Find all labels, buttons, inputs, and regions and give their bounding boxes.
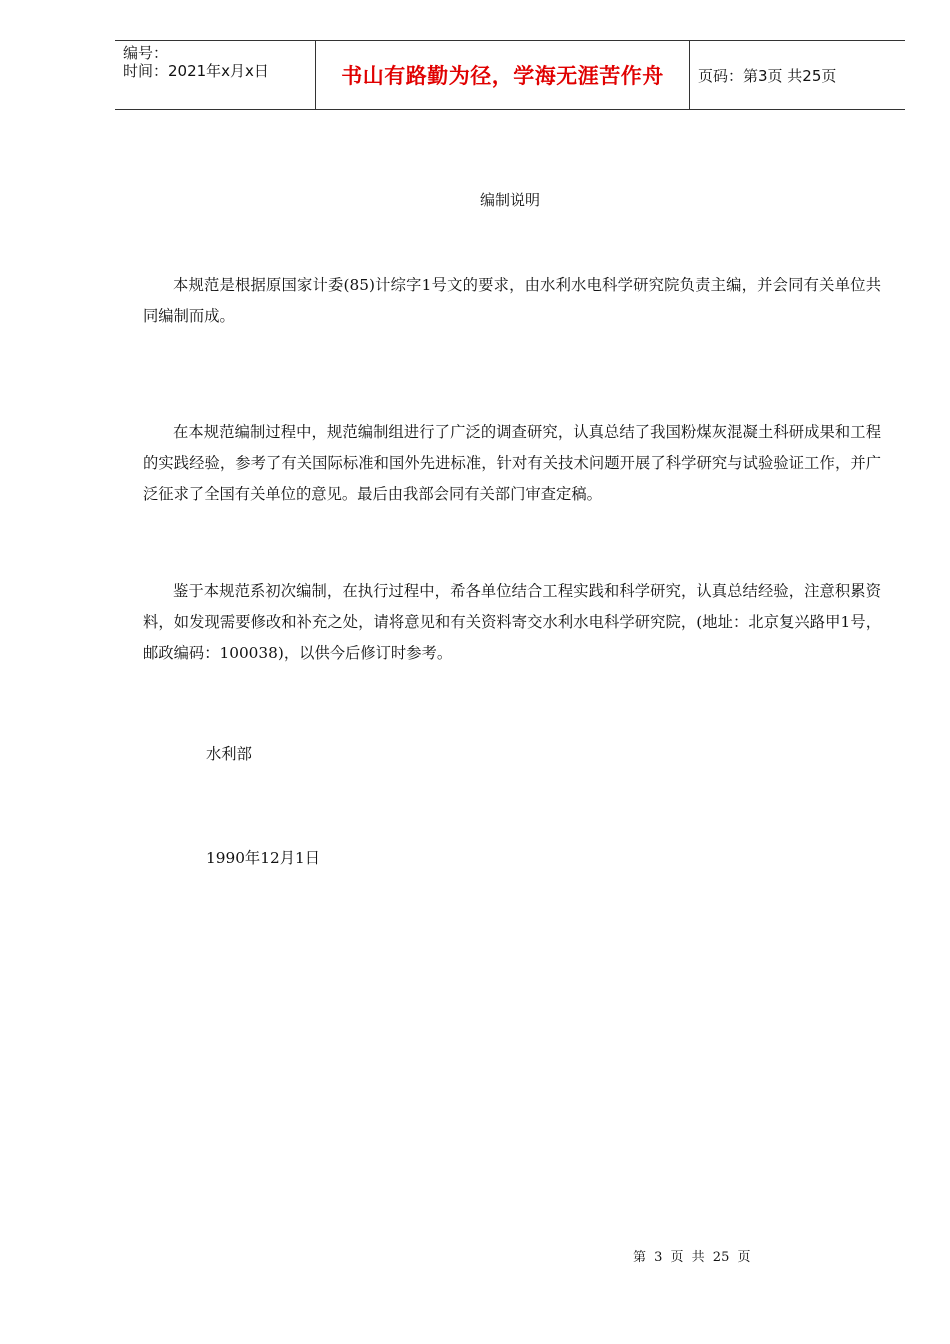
page-footer: 第 3 页 共 25 页 [633, 1250, 751, 1265]
paragraph-1: 本规范是根据原国家计委(85)计综字1号文的要求，由水利水电科学研究院负责主编，并会同有关单位共同编制而成。 [143, 276, 881, 325]
document-number-label: 编号： [123, 44, 169, 62]
header-meta [115, 41, 315, 109]
page-info-text: 页码：第3页 共25页 [698, 66, 837, 85]
document-title: 编制说明 [479, 191, 540, 209]
signature-date: 1990年12月1日 [206, 849, 321, 867]
document-date: 时间：2021年x月x日 [123, 62, 269, 80]
motto-text: 书山有路勤为径，学海无涯苦作舟 [341, 64, 664, 88]
header-motto-cell [315, 41, 690, 109]
signature-organization: 水利部 [206, 745, 252, 763]
paragraph-3: 鉴于本规范系初次编制，在执行过程中，希各单位结合工程实践和科学研究，认真总结经验，注意积累资料，如发现需要修改和补充之处，请将意见和有关资料寄交水利水电科学研究院，(地址：北京复兴路甲1号，邮政编码：100038)，以供今后修订时参考。 [143, 582, 881, 662]
header-page-info [690, 41, 905, 109]
paragraph-2: 在本规范编制过程中，规范编制组进行了广泛的调查研究，认真总结了我国粉煤灰混凝土科研成果和工程的实践经验，参考了有关国际标准和国外先进标准，针对有关技术问题开展了科学研究与试验验证工作，并广泛征求了全国有关单位的意见。最后由我部会同有关部门审查定稿。 [143, 423, 881, 503]
page-header [115, 40, 905, 110]
